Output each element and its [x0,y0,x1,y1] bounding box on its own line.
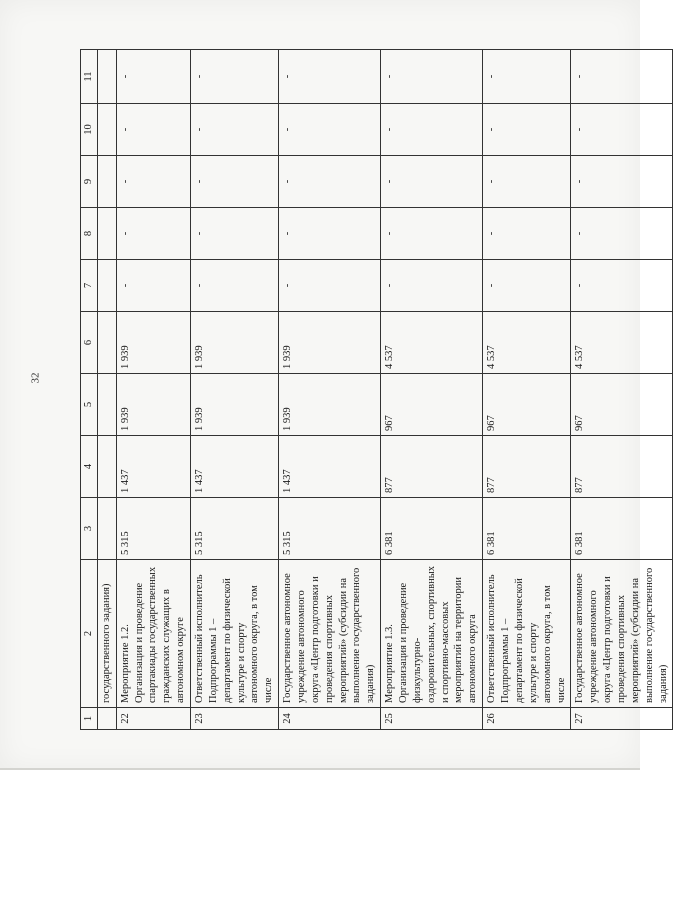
row-description: Ответственный исполнитель Подпрограммы 1 – департамент по физической культуре и спорту автономного округа, в том числе [191,560,279,708]
table-row [571,50,673,730]
row-value: 1 939 [191,374,279,436]
row-value: 6 381 [571,498,673,560]
row-value: - [571,156,673,208]
row-value: - [571,208,673,260]
row-value: 1 437 [279,436,381,498]
row-value: - [116,260,190,312]
row-value: 1 939 [116,374,190,436]
row-description: государственного задания) [97,560,116,708]
row-value: 5 315 [191,498,279,560]
row-value: 5 315 [116,498,190,560]
column-header: 2 [81,560,98,708]
row-value: - [279,208,381,260]
row-value: 877 [381,436,483,498]
row-index: 27 [571,708,673,730]
row-value: 1 939 [279,374,381,436]
row-value [97,374,116,436]
row-value: 967 [381,374,483,436]
row-index: 25 [381,708,483,730]
column-header: 7 [81,260,98,312]
row-value: 1 437 [191,436,279,498]
row-value: 5 315 [279,498,381,560]
row-value: - [381,260,483,312]
page-number: 32 [29,372,42,384]
row-value [97,156,116,208]
row-value [97,498,116,560]
row-value: 1 939 [279,312,381,374]
row-index: 22 [116,708,190,730]
row-index: 26 [483,708,571,730]
row-value: - [571,104,673,156]
table-row [381,50,483,730]
row-description: Государственное автономное учреждение автономного округа «Центр подготовки и проведения спортивных мероприятий» (субсидии на выполнение государственного задания) [571,560,673,708]
row-value: - [191,50,279,104]
table-row [483,50,571,730]
column-header: 10 [81,104,98,156]
row-value [97,50,116,104]
row-value: 1 939 [116,312,190,374]
page-edge [0,768,640,770]
budget-table [80,49,673,730]
rotated-table-container [80,50,669,730]
row-value: - [483,260,571,312]
column-header: 3 [81,498,98,560]
row-value: - [571,260,673,312]
row-description: Мероприятие 1.3. Организация и проведение физкультурно-оздоровительных, спортивных и спортивно-массовых мероприятий на территории автономного округа [381,560,483,708]
row-value: - [116,104,190,156]
row-value: - [279,50,381,104]
row-value: 4 537 [483,312,571,374]
row-value: - [191,260,279,312]
row-value: - [483,208,571,260]
table-row [97,50,116,730]
row-value [97,208,116,260]
row-index [97,708,116,730]
row-value: 4 537 [381,312,483,374]
row-value: - [191,156,279,208]
row-description: Ответственный исполнитель Подпрограммы 1 – департамент по физической культуре и спорту автономного округа, в том числе [483,560,571,708]
row-index: 24 [279,708,381,730]
row-value: 967 [571,374,673,436]
row-value: - [483,104,571,156]
row-value: 6 381 [381,498,483,560]
column-header: 4 [81,436,98,498]
row-value: - [191,104,279,156]
row-value: - [483,156,571,208]
row-value: - [279,104,381,156]
row-value: - [483,50,571,104]
table-body [81,50,673,730]
row-description: Мероприятие 1.2. Организация и проведение спартакиады государственных гражданских служащих в автономном округе [116,560,190,708]
header-row [81,50,98,730]
row-value: - [116,156,190,208]
table-row [116,50,190,730]
row-value [97,312,116,374]
column-header: 6 [81,312,98,374]
row-value: 6 381 [483,498,571,560]
column-header: 9 [81,156,98,208]
row-description: Государственное автономное учреждение автономного округа «Центр подготовки и проведения спортивных мероприятий» (субсидии на выполнение государственного задания) [279,560,381,708]
row-value: 1 939 [191,312,279,374]
row-value: - [381,104,483,156]
row-value: - [279,156,381,208]
row-value: - [116,50,190,104]
row-value: 967 [483,374,571,436]
column-header: 5 [81,374,98,436]
row-value: - [381,208,483,260]
row-value: - [571,50,673,104]
row-value: - [381,156,483,208]
table-row [191,50,279,730]
row-value: - [381,50,483,104]
column-header: 1 [81,708,98,730]
row-value [97,260,116,312]
row-value: - [279,260,381,312]
row-value: - [191,208,279,260]
row-index: 23 [191,708,279,730]
column-header: 11 [81,50,98,104]
row-value: 4 537 [571,312,673,374]
row-value: 877 [483,436,571,498]
row-value [97,436,116,498]
column-header: 8 [81,208,98,260]
row-value: 1 437 [116,436,190,498]
row-value [97,104,116,156]
row-value: - [116,208,190,260]
table-row [279,50,381,730]
row-value: 877 [571,436,673,498]
